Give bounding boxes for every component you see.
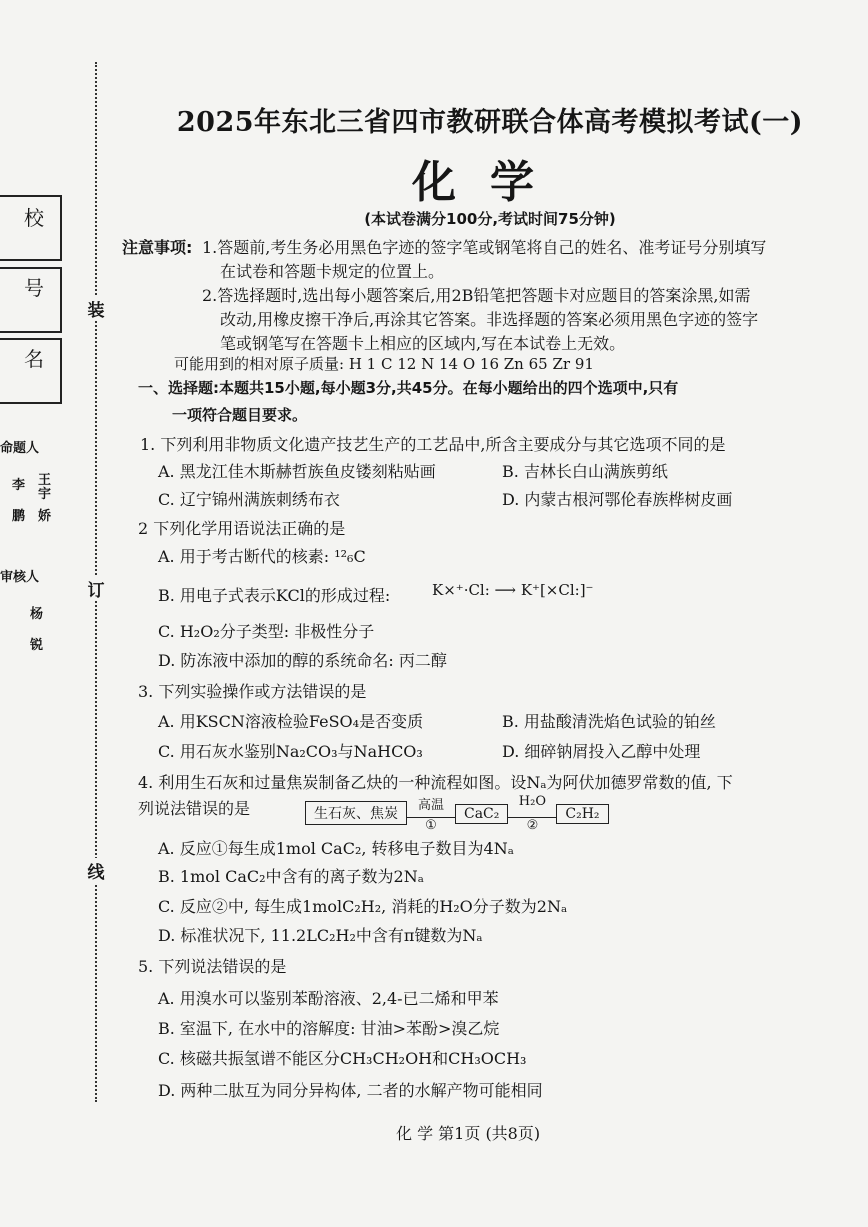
binding-char-ding: 订 xyxy=(86,576,106,601)
q4-option-c: C. 反应②中, 每生成1molC₂H₂, 消耗的H₂O分子数为2Nₐ xyxy=(158,897,568,916)
q2-option-c: C. H₂O₂分子类型: 非极性分子 xyxy=(158,622,375,641)
notice-item1-line2: 在试卷和答题卡规定的位置上。 xyxy=(220,262,445,281)
section1-heading-line1: 一、选择题:本题共15小题,每小题3分,共45分。在每小题给出的四个选项中,只有 xyxy=(138,379,679,397)
q1-option-b: B. 吉林长白山满族剪纸 xyxy=(502,462,668,481)
q3-option-a: A. 用KSCN溶液检验FeSO₄是否变质 xyxy=(158,712,424,731)
q2-option-a: A. 用于考古断代的核素: ¹²₆C xyxy=(158,547,366,566)
flow-arrow-2 xyxy=(508,794,556,833)
exam-title: 2025年东北三省四市教研联合体高考模拟考试(一) xyxy=(176,107,804,138)
flow-arrow-2-top: H₂O xyxy=(518,794,546,809)
q1-option-d: D. 内蒙古根河鄂伦春族桦树皮画 xyxy=(502,490,733,509)
atomic-masses: 可能用到的相对原子质量: H 1 C 12 N 14 O 16 Zn 65 Zr 91 xyxy=(174,355,594,373)
subject-title: 化学 xyxy=(412,157,568,208)
flow-box-raw: 生石灰、焦炭 xyxy=(305,801,407,825)
author-name-1: 李 xyxy=(12,478,26,493)
q5-option-a: A. 用溴水可以鉴别苯酚溶液、2,4-已二烯和甲苯 xyxy=(158,989,499,1008)
q5-option-d: D. 两种二肽互为同分异构体, 二者的水解产物可能相同 xyxy=(158,1081,543,1100)
author-label: 命题人 xyxy=(0,441,40,456)
flow-box-cac2: CaC₂ xyxy=(455,804,508,824)
q4-stem-line1: 4. 利用生石灰和过量焦炭制备乙炔的一种流程如图。设Nₐ为阿伏加德罗常数的值, 下 xyxy=(138,773,733,792)
number-field-label: 号 xyxy=(24,276,44,300)
q3-option-b: B. 用盐酸清洗焰色试验的铂丝 xyxy=(502,712,716,731)
q5-option-c: C. 核磁共振氢谱不能区分CH₃CH₂OH和CH₃OCH₃ xyxy=(158,1049,527,1068)
page-footer: 化 学 第1页 (共8页) xyxy=(396,1124,541,1143)
q5-option-b: B. 室温下, 在水中的溶解度: 甘油>苯酚>溴乙烷 xyxy=(158,1019,500,1038)
q2-stem: 2 下列化学用语说法正确的是 xyxy=(138,519,346,538)
flow-arrow-2-bottom: ② xyxy=(526,818,539,833)
q3-option-c: C. 用石灰水鉴别Na₂CO₃与NaHCO₃ xyxy=(158,742,423,761)
exam-meta: (本试卷满分100分,考试时间75分钟) xyxy=(364,210,616,228)
q4-option-d: D. 标准状况下, 11.2LC₂H₂中含有π键数为Nₐ xyxy=(158,926,483,945)
notice-item2-line2: 改动,用橡皮擦干净后,再涂其它答案。非选择题的答案必须用黑色字迹的签字 xyxy=(220,310,759,329)
notice-item2-line3: 笔或钢笔写在答题卡上相应的区域内,写在本试卷上无效。 xyxy=(220,334,626,353)
q1-option-c: C. 辽宁锦州满族刺绣布衣 xyxy=(158,490,340,509)
author-name-4: 娇 xyxy=(38,509,52,524)
q2-option-d: D. 防冻液中添加的醇的系统命名: 丙二醇 xyxy=(158,651,447,670)
q3-stem: 3. 下列实验操作或方法错误的是 xyxy=(138,682,367,701)
q4-stem-line2: 列说法错误的是 xyxy=(138,799,251,818)
flow-box-c2h2: C₂H₂ xyxy=(556,804,608,824)
name-field-label: 名 xyxy=(24,347,44,371)
flow-arrow-1-top: 高温 xyxy=(417,798,444,813)
binding-char-xian: 线 xyxy=(86,858,106,883)
notice-item2-line1: 2.答选择题时,选出每小题答案后,用2B铅笔把答题卡对应题目的答案涂黑,如需 xyxy=(202,286,751,305)
notice-label: 注意事项: xyxy=(122,238,193,257)
q4-flow-diagram xyxy=(305,794,609,833)
q2-option-b-formula: K×⁺·Cl: ⟶ K⁺[×Cl:]⁻ xyxy=(432,581,594,599)
q2-option-b: B. 用电子式表示KCl的形成过程: xyxy=(158,586,391,605)
q1-stem: 1. 下列利用非物质文化遗产技艺生产的工艺品中,所含主要成分与其它选项不同的是 xyxy=(140,435,726,454)
binding-char-zhuang: 装 xyxy=(86,296,106,321)
author-name-3: 鹏 xyxy=(12,509,26,524)
q1-option-a: A. 黑龙江佳木斯赫哲族鱼皮镂刻粘贴画 xyxy=(158,462,436,481)
flow-arrow-1-bottom: ① xyxy=(425,818,437,833)
author-name-2: 王宇 xyxy=(38,473,52,502)
section1-heading-line2: 一项符合题目要求。 xyxy=(172,406,308,424)
q4-option-b: B. 1mol CaC₂中含有的离子数为2Nₐ xyxy=(158,867,424,886)
notice-item1-line1: 1.答题前,考生务必用黑色字迹的签字笔或钢笔将自己的姓名、准考证号分别填写 xyxy=(202,238,767,257)
q4-option-a: A. 反应①每生成1mol CaC₂, 转移电子数目为4Nₐ xyxy=(158,839,514,858)
flow-arrow-1 xyxy=(407,798,455,833)
school-field-label: 校 xyxy=(24,206,44,230)
reviewer-name-2: 锐 xyxy=(30,638,44,653)
q5-stem: 5. 下列说法错误的是 xyxy=(138,957,287,976)
q3-option-d: D. 细碎钠屑投入乙醇中处理 xyxy=(502,742,701,761)
reviewer-label: 审核人 xyxy=(0,570,40,585)
reviewer-name-1: 杨 xyxy=(30,607,44,622)
